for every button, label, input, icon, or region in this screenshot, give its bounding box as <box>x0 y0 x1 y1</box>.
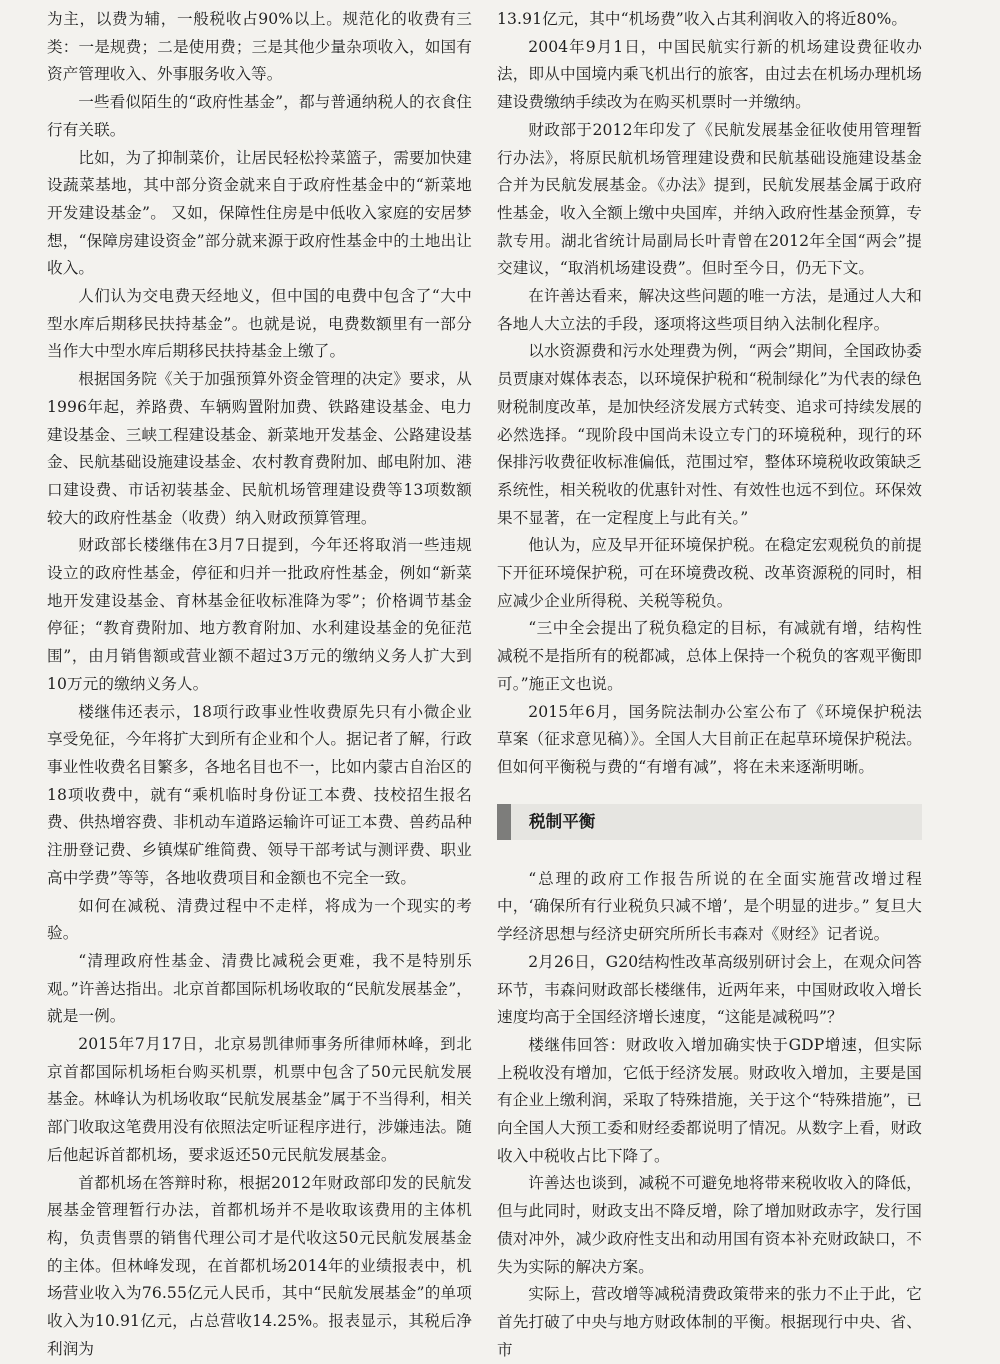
paragraph: “清理政府性基金、清费比减税会更难，我不是特别乐观。”许善达指出。北京首都国际机场收取的“民航发展基金”，就是一例。 <box>47 951 472 1026</box>
paragraph: 为主，以费为辅，一般税收占90%以上。规范化的收费有三类：一是规费；二是使用费；三是其他少量杂项收入，如国有资产管理收入、外事服务收入等。 <box>47 10 472 84</box>
paragraph: 首都机场在答辩时称，根据2012年财政部印发的民航发展基金管理暂行办法，首都机场并不是收取该费用的主体机构，负责售票的销售代理公司才是代收这50元民航发展基金的主体。但林峰发现，在首都机场2014年的业绩报表中，机场营业收入为76.55亿元人民币，其中“民航发展基金”的单项收入为10.91亿元，占总营收14.25%。报表显示，其税后净利润为 <box>47 1173 472 1358</box>
paragraph: “三中全会提出了税负稳定的目标，有减就有增，结构性减税不是指所有的税都减，总体上保持一个税负的客观平衡即可。”施正文也说。 <box>497 619 922 693</box>
paragraph: 比如，为了抑制菜价，让居民轻松拎菜篮子，需要加快建设蔬菜基地，其中部分资金就来自于政府性基金中的“新菜地开发建设基金”。 又如，保障性住房是中低收入家庭的安居梦想，“保障房建设资金”部分就来源于政府性基金中的土地出让收入。 <box>47 148 472 278</box>
section-header <box>497 804 922 840</box>
paragraph: 财政部于2012年印发了《民航发展基金征收使用管理暂行办法》，将原民航机场管理建设费和民航基础设施建设基金合并为民航发展基金。《办法》提到，民航发展基金属于政府性基金，收入全额上缴中央国库，并纳入政府性基金预算，专款专用。湖北省统计局副局长叶青曾在2012年全国“两会”提交建议，“取消机场建设费”。但时至今日，仍无下文。 <box>497 120 922 278</box>
paragraph: 楼继伟还表示，18项行政事业性收费原先只有小微企业享受免征，今年将扩大到所有企业和个人。据记者了解，行政事业性收费名目繁多，各地名目也不一，比如内蒙古自治区的18项收费中，就有“乘机临时身份证工本费、技校招生报名费、供热增容费、非机动车道路运输许可证工本费、兽药品种注册登记费、乡镇煤矿维简费、领导干部考试与测评费、职业高中学费”等等，各地收费项目和金额也不完全一致。 <box>47 702 472 887</box>
paragraph: 2015年6月，国务院法制办公室公布了《环境保护税法草案（征求意见稿）》。全国人大目前正在起草环境保护税法。但如何平衡税与费的“有增有减”，将在未来逐渐明晰。 <box>497 702 922 776</box>
right-column <box>497 6 922 1364</box>
paragraph: 实际上，营改增等减税清费政策带来的张力不止于此，它首先打破了中央与地方财政体制的平衡。根据现行中央、省、市 <box>497 1285 922 1359</box>
paragraph: 2004年9月1日，中国民航实行新的机场建设费征收办法，即从中国境内乘飞机出行的旅客，由过去在机场办理机场建设费缴纳手续改为在购买机票时一并缴纳。 <box>497 37 922 112</box>
paragraph: 楼继伟回答：财政收入增加确实快于GDP增速，但实际上税收没有增加，它低于经济发展。财政收入增加，主要是国有企业上缴利润，采取了特殊措施，关于这个“特殊措施”，已向全国人大预工委和财经委都说明了情况。从数字上看，财政收入中税收占比下降了。 <box>497 1035 922 1165</box>
paragraph: 财政部长楼继伟在3月7日提到，今年还将取消一些违规设立的政府性基金，停征和归并一批政府性基金，例如“新菜地开发建设基金、育林基金征收标准降为零”；价格调节基金停征；“教育费附加、地方教育附加、水利建设基金的免征范围”，由月销售额或营业额不超过3万元的缴纳义务人扩大到10万元的缴纳义务人。 <box>47 536 472 693</box>
section-title: 税制平衡 <box>529 811 596 831</box>
paragraph: 13.91亿元，其中“机场费”收入占其利润收入的将近80%。 <box>497 10 908 28</box>
paragraph: 2015年7月17日，北京易凯律师事务所律师林峰，到北京首都国际机场柜台购买机票，机票中包含了50元民航发展基金。林峰认为机场收取“民航发展基金”属于不当得利，相关部门收取这笔费用没有依照法定听证程序进行，涉嫌违法。随后他起诉首都机场，要求返还50元民航发展基金。 <box>47 1035 472 1164</box>
paragraph: 以水资源费和污水处理费为例，“两会”期间，全国政协委员贾康对媒体表态，以环境保护税和“税制绿化”为代表的绿色财税制度改革，是加快经济发展方式转变、追求可持续发展的必然选择。“现阶段中国尚未设立专门的环境税种，现行的环保排污收费征收标准偏低，范围过窄，整体环境税收政策缺乏系统性，相关税收的优惠针对性、有效性也远不到位。环保效果不显著，在一定程度上与此有关。” <box>497 342 922 527</box>
paragraph: “总理的政府工作报告所说的在全面实施营改增过程中，‘确保所有行业税负只减不增’，是个明显的进步。” 复旦大学经济思想与经济史研究所所长韦森对《财经》记者说。 <box>497 869 922 944</box>
left-column <box>47 6 472 1363</box>
paragraph: 根据国务院《关于加强预算外资金管理的决定》要求，从1996年起，养路费、车辆购置附加费、铁路建设基金、电力建设基金、三峡工程建设基金、新菜地开发基金、公路建设基金、民航基础设施建设基金、农村教育费附加、邮电附加、港口建设费、市话初装基金、民航机场管理建设费等13项数额较大的政府性基金（收费）纳入财政预算管理。 <box>47 370 472 527</box>
paragraph: 如何在减税、清费过程中不走样，将成为一个现实的考验。 <box>47 896 472 943</box>
paragraph: 2月26日，G20结构性改革高级别研讨会上，在观众问答环节，韦森问财政部长楼继伟，近两年来，中国财政收入增长速度均高于全国经济增长速度，“这能是减税吗”？ <box>497 952 922 1027</box>
paragraph: 许善达也谈到，减税不可避免地将带来税收收入的降低，但与此同时，财政支出不降反增，除了增加财政赤字，发行国债对冲外，减少政府性支出和动用国有资本补充财政缺口，不失为实际的解决方案。 <box>497 1174 922 1276</box>
paragraph: 人们认为交电费天经地义，但中国的电费中包含了“大中型水库后期移民扶持基金”。也就是说，电费数额里有一部分当作大中型水库后期移民扶持基金上缴了。 <box>47 287 472 361</box>
paragraph: 在许善达看来，解决这些问题的唯一方法，是通过人大和各地人大立法的手段，逐项将这些项目纳入法制化程序。 <box>497 287 922 333</box>
paragraph: 他认为，应及早开征环境保护税。在稳定宏观税负的前提下开征环境保护税，可在环境费改税、改革资源税的同时，相应减少企业所得税、关税等税负。 <box>497 536 922 610</box>
section-marker-bar <box>497 804 511 840</box>
paragraph: 一些看似陌生的“政府性基金”，都与普通纳税人的衣食住行有关联。 <box>47 93 472 139</box>
